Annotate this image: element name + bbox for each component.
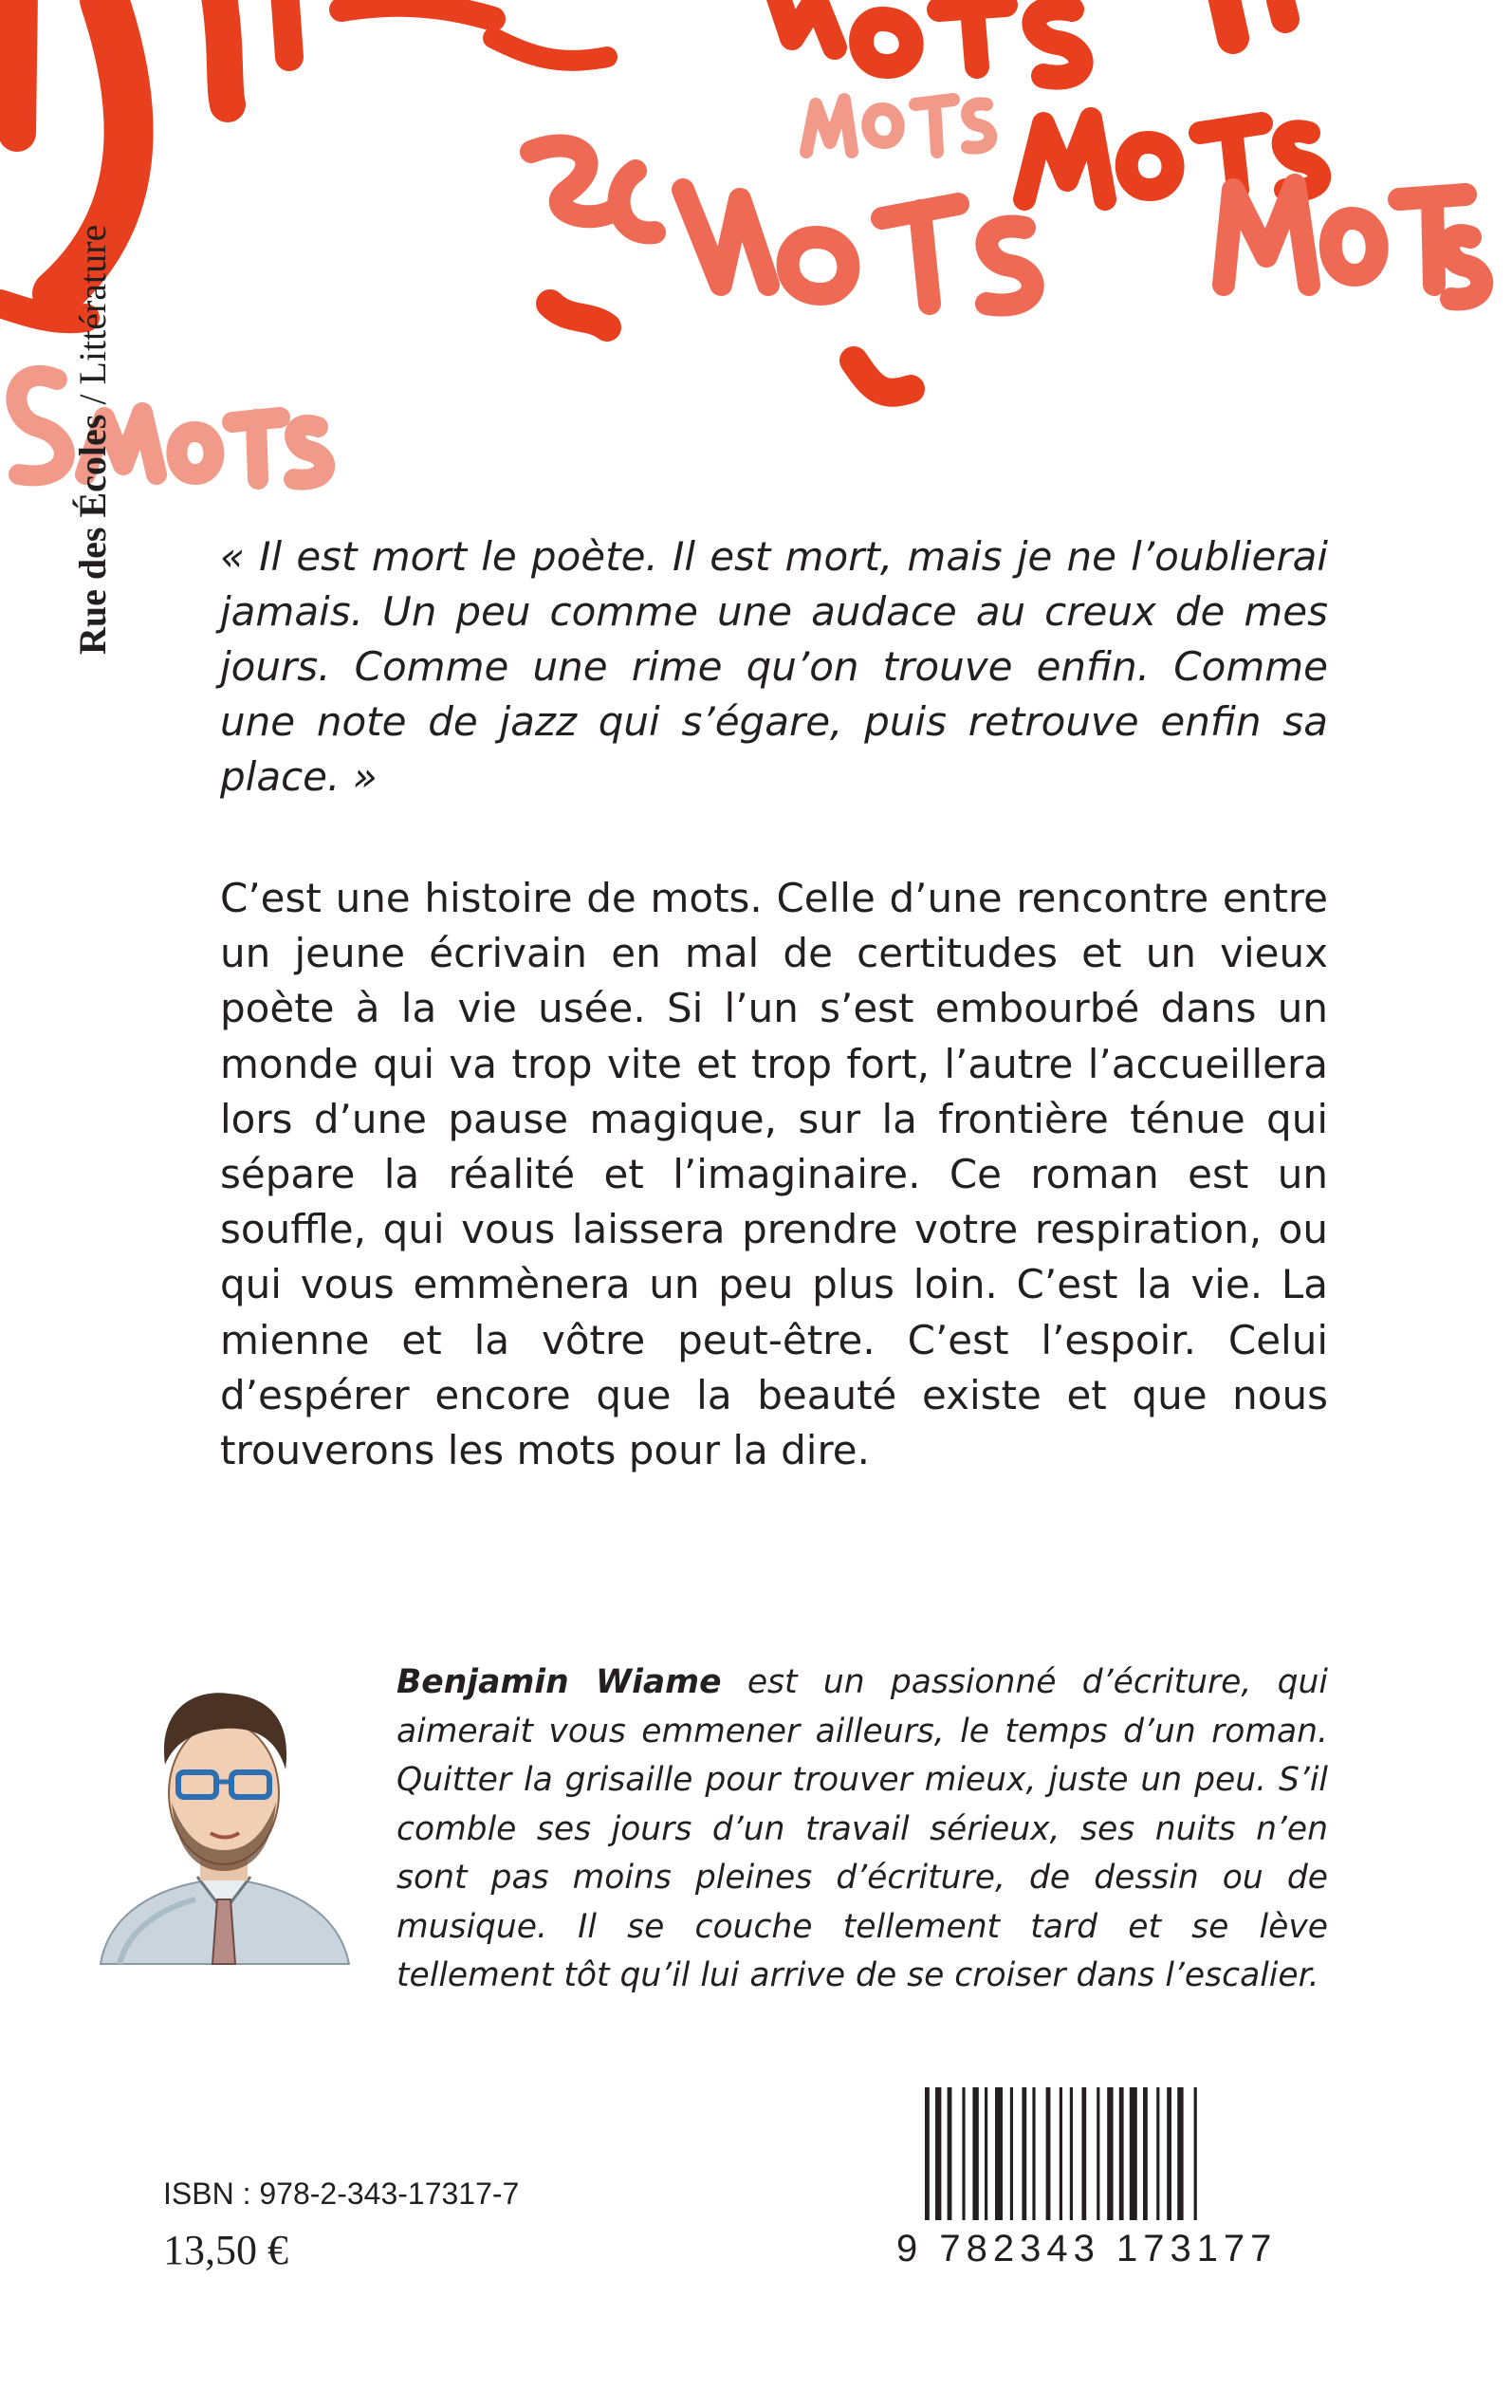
cover-art-painted-words: [0, 0, 1512, 607]
barcode-bar: [925, 2087, 930, 2220]
barcode-bar: [1156, 2087, 1159, 2220]
barcode-bar: [1177, 2087, 1183, 2220]
barcode-bar: [1130, 2087, 1137, 2220]
barcode-bar: [1194, 2087, 1197, 2220]
barcode-bars: [896, 2087, 1285, 2230]
barcode-bar: [1107, 2087, 1113, 2220]
author-portrait-illustration: [91, 1651, 357, 1983]
series-name: Rue des Écoles: [71, 414, 114, 655]
book-price: 13,50 €: [163, 2227, 288, 2273]
author-bio-text: est un passionné d’écriture, qui aimerait vous emmener ailleurs, le temps d’un roman. Quitter la grisaille pour trouver mieux, juste un peu. S’il comble ses jours d’un travail sérieux, ses nuits n’en sont pas moins pleines d’écriture, de dessin ou de musique. Il se couche tellement tard et se lève tellement tôt qu’il lui arrive de se croiser dans l’escalier.: [396, 1663, 1329, 1994]
author-name: Benjamin Wiame: [396, 1663, 722, 1701]
barcode-bar: [948, 2087, 952, 2220]
barcode-bar: [995, 2087, 1003, 2220]
book-synopsis: C’est une histoire de mots. Celle d’une rencontre entre un jeune écrivain en mal de certitudes et un vieux poète à la vie usée. Si l’un s’est embourbé dans un monde qui va trop vite et trop fort, l’autre l’accueillera lors d’une pause magique, sur la frontière ténue qui sépare la réalité et l’imaginaire. Ce roman est un souffle, qui vous laissera prendre votre respiration, ou qui vous emmènera un peu plus loin. C’est la vie. La mienne et la vôtre peut-être. C’est l’espoir. Celui d’espérer encore que la beauté existe et que nous trouverons les mots pour la dire.: [220, 875, 1328, 1474]
barcode-bar: [1081, 2087, 1086, 2220]
barcode-bar: [1022, 2087, 1026, 2220]
isbn-number: ISBN : 978-2-343-17317-7: [163, 2176, 520, 2211]
barcode-bar: [1167, 2087, 1171, 2220]
ean-barcode: [896, 2087, 1285, 2287]
barcode-bar: [1070, 2087, 1073, 2220]
back-cover-quote: « Il est mort le poète. Il est mort, mais je ne l’oublierai jamais. Un peu comme une audace au creux de mes jours. Comme une rime qu’on trouve enfin. Comme une note de jazz qui s’égare, puis retrouve enfin sa place. »: [220, 533, 1328, 800]
series-category: Littérature: [71, 224, 114, 385]
barcode-bar: [962, 2087, 965, 2220]
barcode-bar: [1010, 2087, 1013, 2220]
barcode-digits: 9 782343 173177: [896, 2228, 1278, 2269]
series-separator: /: [71, 394, 114, 405]
spine-series-title: [70, 104, 115, 655]
barcode-bar: [1060, 2087, 1062, 2220]
barcode-bar: [1032, 2087, 1035, 2220]
barcode-bar: [1119, 2087, 1124, 2220]
barcode-bar: [1143, 2087, 1148, 2220]
author-biography: [396, 1658, 1328, 2001]
barcode-bar: [935, 2087, 941, 2220]
barcode-bar: [972, 2087, 978, 2220]
barcode-bar: [1046, 2087, 1051, 2220]
barcode-bar: [1097, 2087, 1099, 2220]
barcode-bar: [985, 2087, 987, 2220]
